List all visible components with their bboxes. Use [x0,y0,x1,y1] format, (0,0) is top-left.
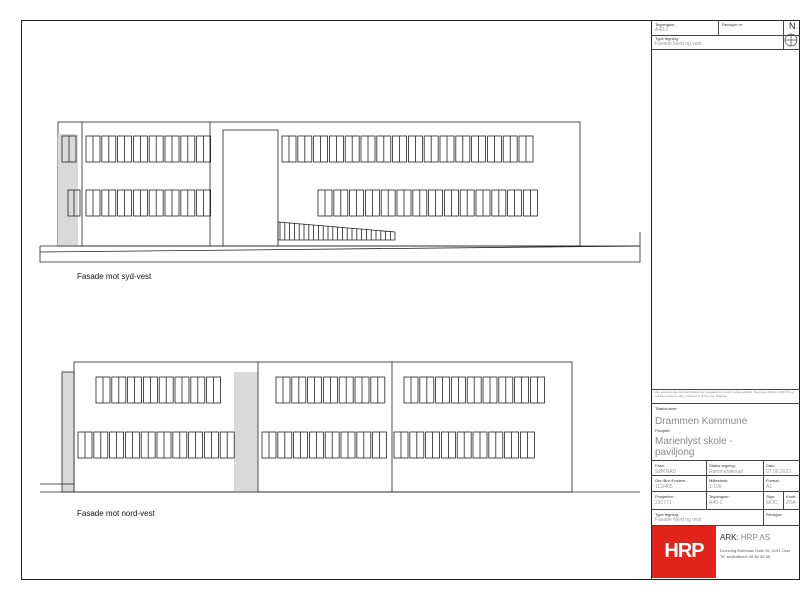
dato-value: 07.09.2023 [766,469,792,475]
format-value: A1 [766,484,773,490]
status-label: Status tegning: [709,463,736,468]
kontroll-label: Kontr: [786,494,797,499]
ramp [278,222,395,240]
prosjektnr-label: Prosjektnr.: [655,494,676,499]
format-label: Format: [766,478,780,483]
address-line-2: Tlf. sentralbord: 46 80 55 55 [720,554,771,559]
malestokk-value: 1:100 [709,484,722,490]
sign-label: Sign: [766,494,776,499]
tb-divider [783,20,784,49]
tegningsnr2-label: Tegningsnr: [709,494,730,499]
facade-north-west [40,362,640,492]
tb-divider [651,509,800,510]
fase-value: SØKNAD [655,469,677,475]
architect-address [720,548,790,560]
tegningsnr-label: Tegningsnr: [655,22,676,27]
ark-firm: HRP AS [740,533,771,542]
type-tegning-label: Type tegning: [655,36,680,41]
type-tegning2-value: Fasade Nord og vest [655,517,702,523]
tb-divider [651,460,800,461]
hrp-logo [652,526,716,578]
revisjon-label: Revisjon: [766,512,783,517]
tegningsnr2-value: A40-1 [709,500,723,506]
tiltakshaver-label: Tiltakshaver: [655,406,678,411]
ark-prefix: ARK: [720,533,739,542]
address-line-1: Dronning Eufemias Gate 16, 0191 Oslo [720,548,790,553]
tb-divider [651,403,800,404]
terrain-line [40,246,640,252]
disclaimer-text: Alle eksisterende mål kontrolleres før prosjektering. Avvik meldes arkitekt. Tegningen tilhører HRP AS og må ikke kopieres eller overlates til andre uten tillatelse. [655,390,794,398]
tb-divider [651,389,800,390]
dato-label: Dato: [766,463,776,468]
malestokk-label: Målestokk: [709,478,729,483]
tb-divider [651,35,800,36]
shaded-end [62,372,74,492]
kontroll-value: JOA [786,500,796,506]
gnr-label: Gnr./Bnr./Festenr.: [655,478,688,483]
tb-divider [706,460,707,509]
prosjekt-value: Marienlyst skole - paviljong [655,436,733,458]
status-value: Rammesøknad [709,469,743,475]
tb-divider [651,491,800,492]
stair-tower [223,130,278,246]
tiltakshaver-value: Drammen Kommune [655,416,748,427]
tb-divider [651,475,800,476]
caption-north-west: Fasade mot nord-vest [77,509,155,518]
north-label: N [789,21,796,31]
tb-divider [651,49,800,50]
tb-divider [763,460,764,525]
type-tegning2-label: Type tegning: [655,512,680,517]
prosjektnr-value: 232771 [655,500,672,506]
caption-south-west: Fasade mot syd-vest [77,272,152,281]
facade-south-west [40,122,640,262]
prosjekt-label: Prosjekt: [655,428,671,433]
shaded-bay [234,372,258,492]
hrp-logo-text: HRP [664,540,704,562]
gnr-value: 112/465 [655,484,673,490]
revisjon-nr-label: Revisjon nr: [722,22,744,27]
tb-divider [718,20,719,35]
fase-label: Fase: [655,463,666,468]
tb-divider [783,491,784,509]
sign-value: MOC [766,500,778,506]
architect-name [720,533,770,542]
type-tegning-value: Fasade Nord og vest [655,41,702,47]
tegningsnr-value: A40-1 [655,27,669,33]
title-block [651,20,800,580]
